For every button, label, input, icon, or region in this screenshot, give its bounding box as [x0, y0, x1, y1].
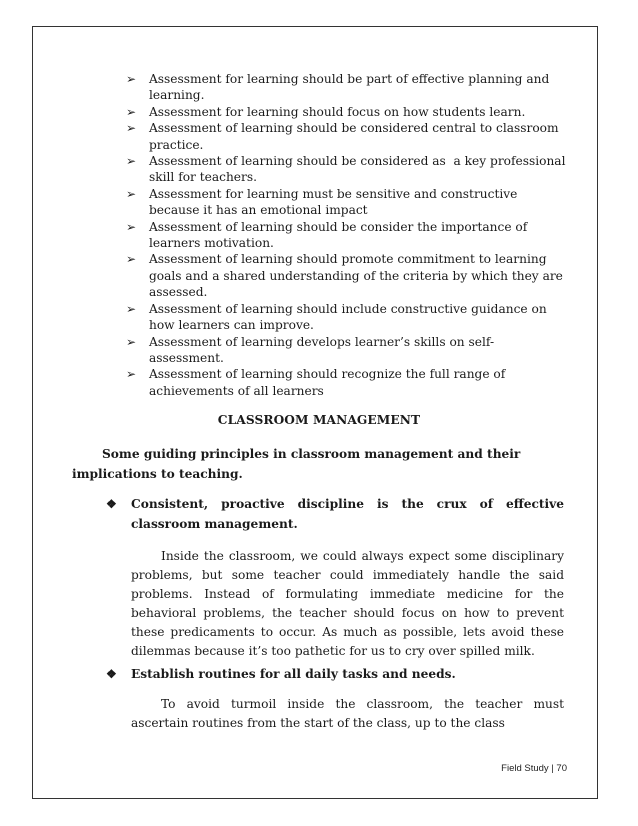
principle-2 — [106, 664, 564, 684]
bullet-text: Assessment for learning should focus on how students learn. — [149, 104, 526, 119]
arrow-bullet-icon: ➢ — [126, 186, 137, 201]
bullet-text: Assessment of learning should recognize the full range of achievements of all learners — [149, 367, 506, 398]
list-item — [126, 120, 566, 153]
principle-1 — [106, 494, 564, 534]
diamond-bullet-icon: ❖ — [106, 667, 117, 681]
bullet-text: Assessment of learning should include constructive guidance on how learners can improve. — [149, 301, 547, 333]
list-item — [126, 366, 566, 399]
list-item — [126, 301, 566, 334]
list-item — [126, 71, 566, 104]
list-item — [126, 251, 566, 300]
arrow-bullet-icon: ➢ — [126, 334, 137, 349]
arrow-bullet-icon: ➢ — [126, 252, 137, 267]
principle-body-text: To avoid turmoil inside the classroom, the teacher must ascertain routines from the start of the class, up to the class — [131, 697, 564, 730]
arrow-bullet-icon: ➢ — [126, 219, 137, 234]
bullet-text: Assessment of learning should be considered central to classroom practice. — [149, 121, 559, 152]
list-item — [126, 186, 566, 219]
arrow-bullet-icon: ➢ — [126, 154, 137, 169]
list-item — [126, 104, 566, 120]
page-footer: Field Study | 70 — [501, 763, 567, 774]
arrow-bullet-icon: ➢ — [126, 301, 137, 316]
principle-2-body — [131, 695, 564, 733]
intro-text: Some guiding principles in classroom management and their implications to teaching. — [72, 447, 521, 481]
arrow-bullet-icon: ➢ — [126, 72, 137, 86]
arrow-bullet-icon: ➢ — [126, 121, 137, 136]
diamond-bullet-icon: ❖ — [106, 497, 117, 511]
bullet-text: Assessment of learning develops learner’s skills on self-assessment. — [149, 334, 495, 365]
principle-title: Establish routines for all daily tasks and needs. — [131, 667, 456, 681]
bullet-text: Assessment for learning must be sensitive and constructive because it has an emotional impact — [149, 186, 518, 218]
list-item — [126, 334, 566, 367]
bullet-text: Assessment of learning should promote commitment to learning goals and a shared understanding of the criteria by which they are assessed. — [149, 252, 563, 300]
bullet-text: Assessment of learning should be considered as a key professional skill for teachers. — [149, 154, 570, 185]
assessment-bullet-list — [126, 71, 570, 399]
arrow-bullet-icon: ➢ — [126, 104, 137, 119]
section-heading: CLASSROOM MANAGEMENT — [217, 413, 421, 427]
list-item — [126, 219, 566, 252]
bullet-text: Assessment for learning should be part of effective planning and learning. — [149, 72, 550, 103]
list-item — [126, 153, 570, 186]
intro-paragraph — [72, 444, 562, 484]
bullet-text: Assessment of learning should be consider the importance of learners motivation. — [149, 219, 528, 251]
principle-1-body — [131, 547, 564, 661]
arrow-bullet-icon: ➢ — [126, 367, 137, 382]
principle-body-text: Inside the classroom, we could always expect some disciplinary problems, but some teacher could immediately handle the said problems. Instead of formulating immediate medicine for the behavioral problems, the teacher should focus on how to prevent these predicaments to occur. As much as possible, lets avoid these dilemmas because it’s too pathetic for us to cry over spilled milk. — [131, 549, 564, 658]
principle-title: Consistent, proactive discipline is the crux of effective classroom management. — [131, 497, 564, 531]
